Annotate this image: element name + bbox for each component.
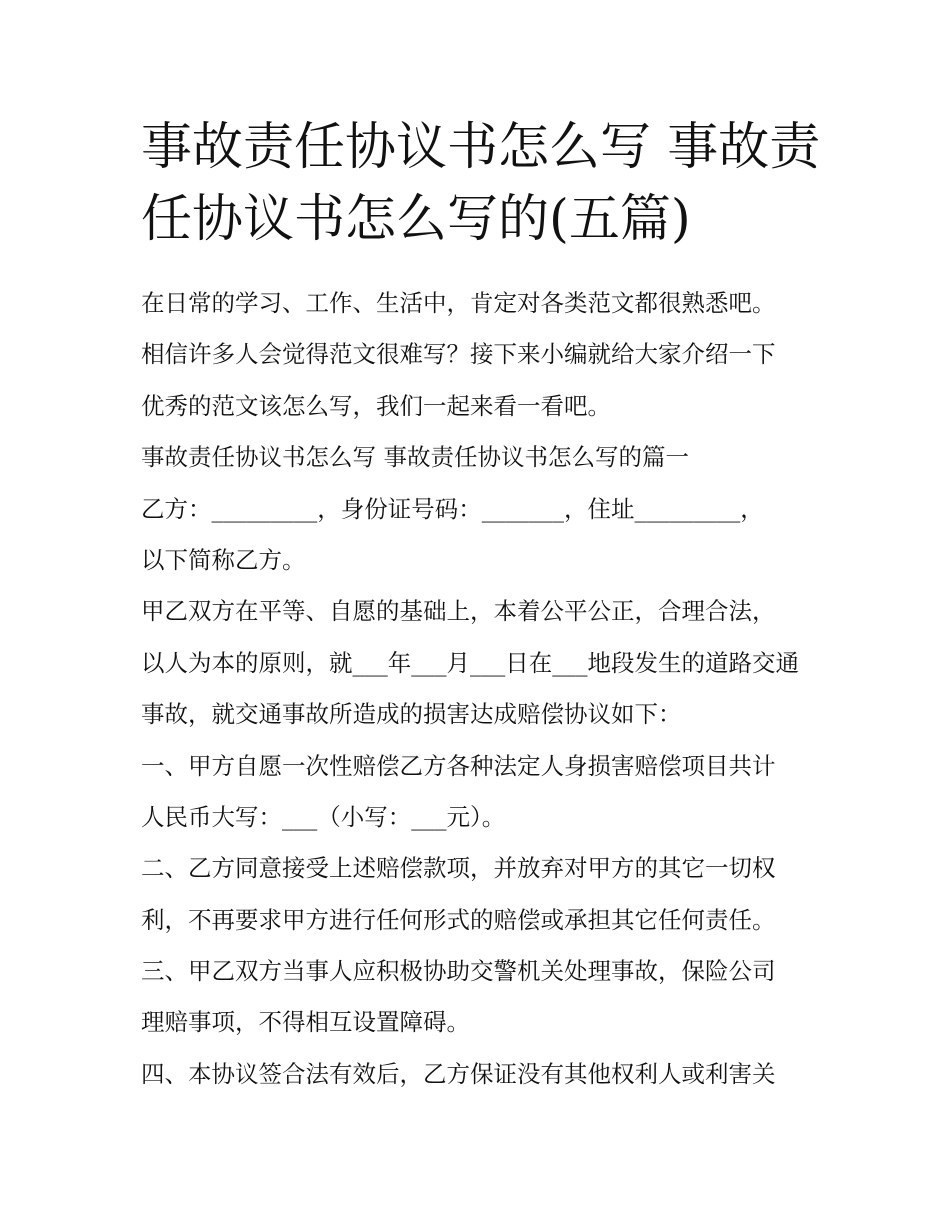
clause-line: 人民币大写：___（小写：___元）。: [141, 802, 506, 831]
title-line-1: 事故责任协议书怎么写 事故责: [141, 118, 821, 177]
document-title: [141, 112, 841, 256]
section-heading: 事故责任协议书怎么写 事故责任协议书怎么写的篇一: [141, 443, 689, 472]
body-line: 事故，就交通事故所造成的损害达成赔偿协议如下：: [141, 700, 682, 729]
body-line: 在日常的学习、工作、生活中，肯定对各类范文都很熟悉吧。: [141, 289, 776, 317]
body-line: 优秀的范文该怎么写，我们一起来看一看吧。: [141, 391, 611, 420]
body-line: 乙方：_________，身份证号码：_______，住址_________，: [141, 494, 764, 523]
clause-line: 四、本协议签合法有效后，乙方保证没有其他权利人或利害关: [141, 1059, 776, 1088]
body-line: 相信许多人会觉得范文很难写？接下来小编就给大家介绍一下: [141, 340, 776, 369]
body-line: 以下简称乙方。: [141, 545, 306, 574]
clause-line: 一、甲方自愿一次性赔偿乙方各种法定人身损害赔偿项目共计: [141, 751, 776, 780]
clause-line: 三、甲乙双方当事人应积极协助交警机关处理事故，保险公司: [141, 957, 776, 986]
body-line: 甲乙双方在平等、自愿的基础上，本着公平公正，合理合法，: [141, 597, 776, 626]
clause-line: 二、乙方同意接受上述赔偿款项，并放弃对甲方的其它一切权: [141, 854, 776, 883]
document-body: [141, 278, 831, 1100]
body-line: 以人为本的原则，就___年___月___日在___地段发生的道路交通: [141, 648, 799, 677]
clause-line: 利，不再要求甲方进行任何形式的赔偿或承担其它任何责任。: [141, 905, 776, 934]
clause-line: 理赔事项，不得相互设置障碍。: [141, 1008, 470, 1037]
title-line-2: 任协议书怎么写的(五篇): [141, 190, 691, 249]
